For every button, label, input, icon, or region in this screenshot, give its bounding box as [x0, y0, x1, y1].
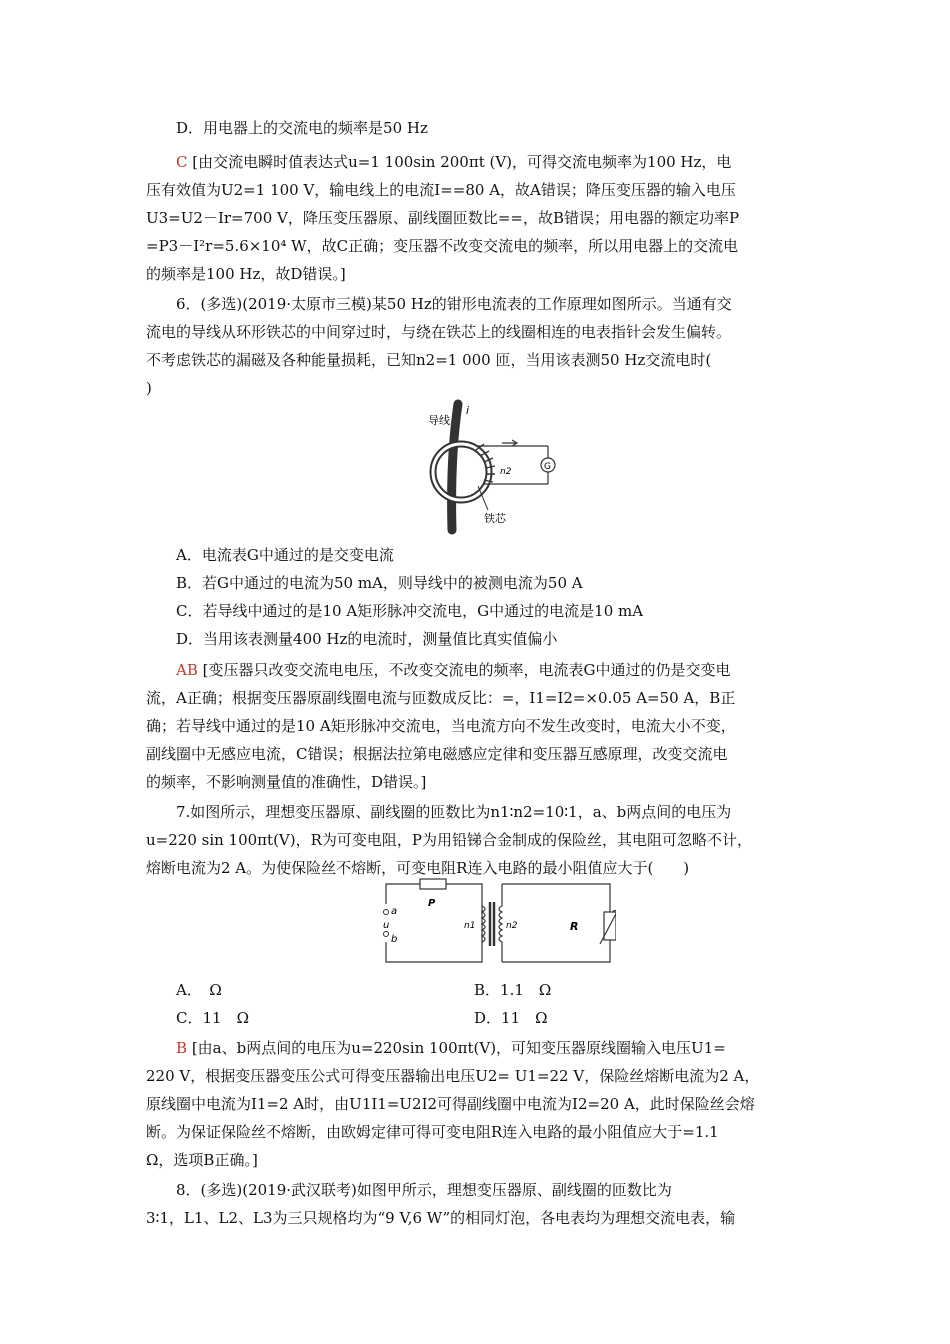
q7-answer-line-1 — [176, 1038, 726, 1058]
q6-option-b: B．若G中通过的电流为50 mA，则导线中的被测电流为50 A — [176, 574, 583, 592]
q7-answer-line-2: 220 V，根据变压器变压公式可得变压器输出电压U2= U1=22 V，保险丝熔断电流为2 A， — [146, 1067, 760, 1085]
q6-stem-line-2: 流电的导线从环形铁芯的中间穿过时，与绕在铁芯上的线圈相连的电表指针会发生偏转。 — [146, 323, 732, 341]
q5-answer-line-5: 的频率是100 Hz，故D错误。] — [146, 265, 346, 283]
q6-option-c: C．若导线中通过的是10 A矩形脉冲交流电，G中通过的电流是10 mA — [176, 602, 644, 620]
terminal-b — [384, 932, 389, 937]
q6-answer-line-3: 确；若导线中通过的是10 A矩形脉冲交流电，当电流方向不发生改变时，电流大小不变， — [146, 717, 736, 735]
fuse-label: P — [428, 898, 436, 909]
wire-label: 导线 — [428, 414, 450, 427]
q7-answer-line-5: Ω，选项B正确。] — [146, 1151, 258, 1169]
transformer-circuit-figure — [378, 876, 616, 970]
wire — [452, 404, 458, 530]
label-b: b — [391, 934, 398, 945]
current-label: i — [466, 404, 470, 417]
primary-coil — [482, 906, 485, 942]
q7-stem-line-2: u=220 sin 100πt(V)，R为可变电阻，P为用铅锑合金制成的保险丝，其电阻可忽略不计， — [146, 831, 752, 849]
q6-stem-line-1: 6．(多选)(2019·太原市三模)某50 Hz的钳形电流表的工作原理如图所示。当通有交 — [176, 295, 732, 313]
q6-option-a: A．电流表G中通过的是交变电流 — [176, 546, 394, 564]
secondary-coil — [499, 906, 502, 942]
q5-option-d: D．用电器上的交流电的频率是50 Hz — [176, 119, 428, 137]
answer-letter: C — [176, 153, 188, 171]
q7-answer-line-3: 原线圈中电流为I1=2 A时，由U1I1=U2I2可得副线圈中电流为I2=20 A，此时保险丝会熔 — [146, 1095, 755, 1113]
meter-label: G — [544, 462, 551, 472]
clamp-meter-figure — [418, 398, 568, 536]
q7-stem-line-3: 熔断电流为2 A。为使保险丝不熔断，可变电阻R连入电路的最小阻值应大于( ) — [146, 859, 690, 877]
q8-stem-line-2: 3∶1，L1、L2、L3为三只规格均为“9 V,6 W”的相同灯泡，各电表均为理想交流电表，输 — [146, 1209, 736, 1227]
q6-stem-line-3: 不考虑铁芯的漏磁及各种能量损耗，已知n2=1 000 匝，当用该表测50 Hz交流电时( — [146, 351, 712, 369]
resistor-label: R — [570, 920, 579, 933]
q5-answer-line-1 — [176, 152, 731, 172]
q6-option-d: D．当用该表测量400 Hz的电流时，测量值比真实值偏小 — [176, 630, 558, 648]
text: [变压器只改变交流电电压，不改变交流电的频率，电流表G中通过的仍是交变电 — [202, 661, 731, 679]
q7-option-b: B．1.1 Ω — [474, 981, 552, 999]
text: [由a、b两点间的电压为u=220sin 100πt(V)，可知变压器原线圈输入电压U1= — [191, 1039, 726, 1057]
terminal-a — [384, 910, 389, 915]
q5-answer-line-2: 压有效值为U2=1 100 V，输电线上的电流I==80 A，故A错误；降压变压器的输入电压 — [146, 181, 736, 199]
q7-option-c: C．11 Ω — [176, 1009, 250, 1027]
label-a: a — [391, 906, 398, 917]
q8-stem-line-1: 8．(多选)(2019·武汉联考)如图甲所示，理想变压器原、副线圈的匝数比为 — [176, 1181, 672, 1199]
secondary-circuit — [502, 884, 610, 962]
q6-answer-line-1 — [176, 660, 730, 680]
n2-label: n2 — [506, 921, 518, 931]
fuse-icon — [420, 879, 446, 889]
text: [由交流电瞬时值表达式u=1 100sin 200πt (V)，可得交流电频率为100 Hz，电 — [192, 153, 732, 171]
core-label: 铁芯 — [484, 512, 506, 525]
answer-letter: AB — [176, 661, 198, 679]
coil-label: n2 — [500, 467, 512, 477]
q6-answer-line-5: 的频率，不影响测量值的准确性，D错误。] — [146, 773, 427, 791]
n1-label: n1 — [464, 921, 476, 931]
q6-answer-line-2: 流，A正确；根据变压器原副线圈电流与匝数成反比：=，I1=I2=×0.05 A=50 A，B正 — [146, 689, 736, 707]
q5-answer-line-4: =P3－I²r=5.6×10⁴ W，故C正确；变压器不改变交流电的频率，所以用电器上的交流电 — [146, 237, 739, 255]
q6-stem-line-4: ) — [146, 379, 152, 397]
q7-stem-line-1: 7.如图所示，理想变压器原、副线圈的匝数比为n1∶n2=10∶1，a、b两点间的电压为 — [176, 803, 732, 821]
q7-answer-line-4: 断。为保证保险丝不熔断，由欧姆定律可得可变电阻R连入电路的最小阻值应大于=1.1 — [146, 1123, 719, 1141]
label-u: u — [383, 920, 390, 931]
q7-option-a: A． Ω — [176, 981, 222, 999]
q6-answer-line-4: 副线圈中无感应电流，C错误；根据法拉第电磁感应定律和变压器互感原理，改变交流电 — [146, 745, 728, 763]
arrow-icon — [502, 440, 517, 446]
q5-answer-line-3: U3=U2－Ir=700 V，降压变压器原、副线圈匝数比==，故B错误；用电器的额定功率P — [146, 209, 740, 227]
q7-option-d: D．11 Ω — [474, 1009, 548, 1027]
answer-letter: B — [176, 1039, 188, 1057]
